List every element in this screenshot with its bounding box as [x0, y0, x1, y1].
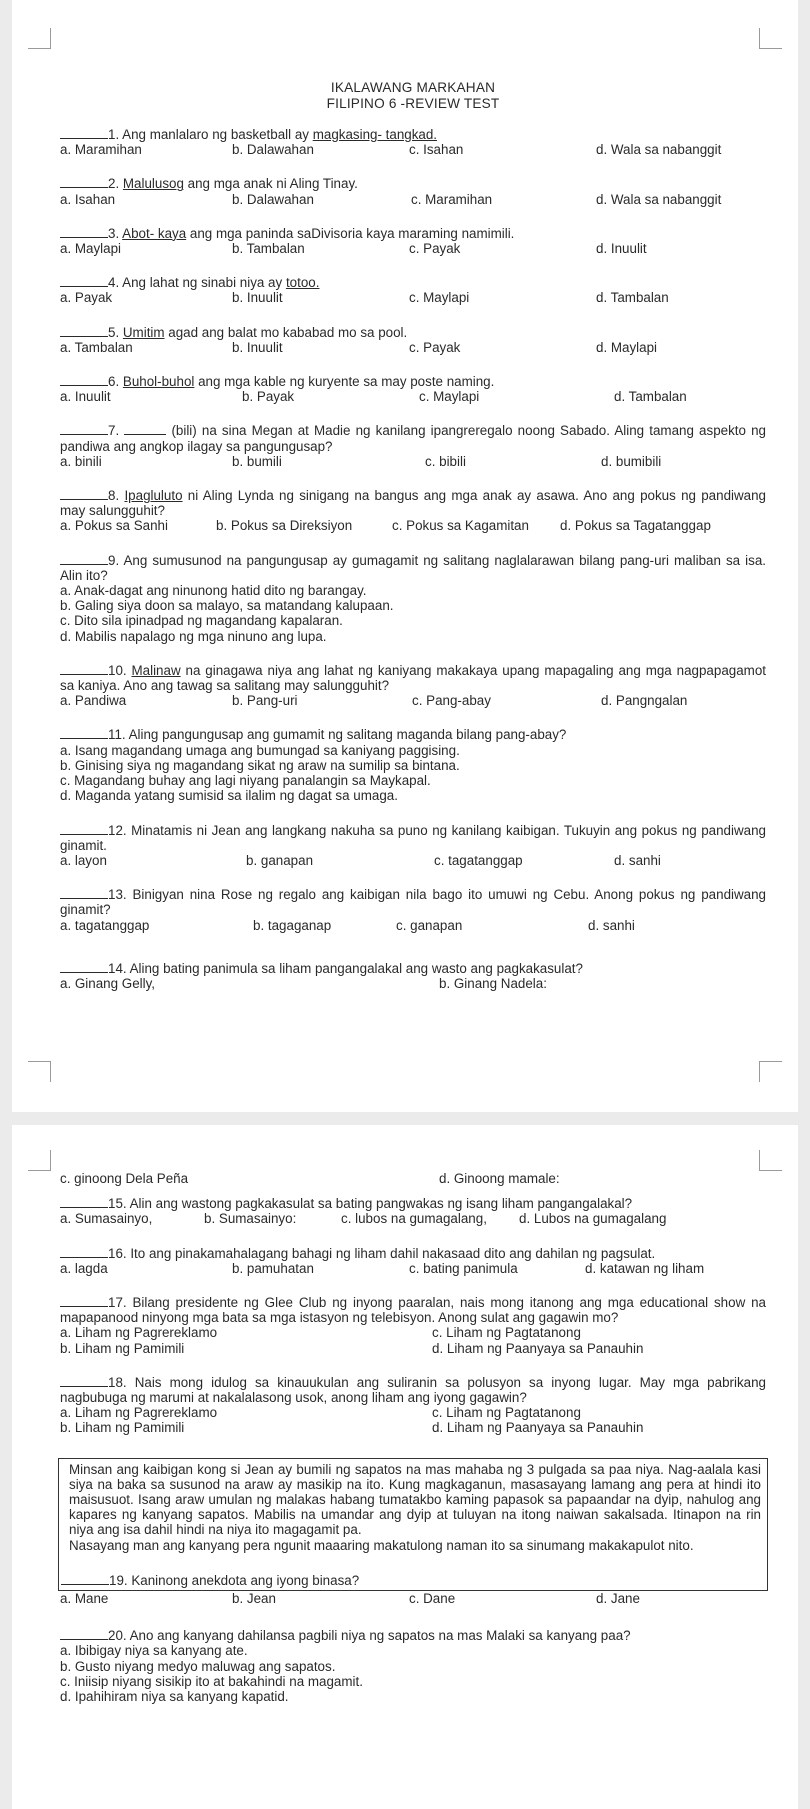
answer-blank[interactable]: [60, 226, 108, 238]
passage-paragraph: Minsan ang kaibigan kong si Jean ay bumili ng sapatos na mas mahaba ng 3 pulgada sa paa niya. Nag-aalala kasi siya na baka sa susunod na araw ay masikip na ito. Kung magkaganun, masasayang lamang ang pera at hindi ito maisusuot. Isang araw umulan ng malakas habang tumatakbo kaming papasok sa papaandar na dyip, nahulog ang kapares ng kanyang sapatos. Mabilis na umandar ang dyip at tuluyan na itong naiwan sakalsada. Itinapon na rin niya ang isa dahil hindi na niya ito magagamit pa.: [69, 1461, 761, 1538]
options: a. lagda b. pamuhatan c. bating panimula d. katawan ng liham: [60, 1260, 705, 1276]
answer-blank[interactable]: [60, 275, 108, 287]
question-12: 12. Minatamis ni Jean ang langkang nakuha sa puno ng kanilang kaibigan. Tukuyin ang pokus ng pandiwang ginamit. a. layon b. ganapan c. tagatanggap d. sanhi: [60, 822, 766, 868]
answer-blank[interactable]: [60, 823, 108, 835]
answer-blank[interactable]: [60, 374, 108, 386]
question-3: 3. Abot- kaya ang mga paninda saDivisoria kaya maraming namimili. a. Maylapi b. Tambalan c. Payak d. Inuulit: [60, 226, 766, 256]
answer-blank[interactable]: [60, 325, 108, 337]
options: a. layon b. ganapan c. tagatanggap d. sanhi: [60, 852, 661, 868]
question-16: 16. Ito ang pinakamahalagang bahagi ng liham dahil nakasaad dito ang dahilan ng pagsulat. a. lagda b. pamuhatan c. bating panimula d. katawan ng liham: [60, 1246, 766, 1276]
question-5: 5. Umitim agad ang balat mo kababad mo sa pool. a. Tambalan b. Inuulit c. Payak d. Maylapi: [60, 325, 766, 355]
option-c: c. Magandang buhay ang lagi niyang panalangin sa Maykapal.: [60, 773, 431, 789]
options: a. Pokus sa Sanhi b. Pokus sa Direksiyon c. Pokus sa Kagamitan d. Pokus sa Tagatanggap: [60, 518, 711, 534]
answer-blank[interactable]: [60, 961, 108, 973]
answer-blank[interactable]: [60, 663, 108, 675]
answer-blank[interactable]: [60, 553, 108, 565]
crop-mark: [759, 1061, 782, 1082]
crop-mark: [28, 1150, 51, 1171]
crop-mark: [28, 28, 51, 49]
answer-blank[interactable]: [60, 727, 108, 739]
options: a. Liham ng Pagrereklamo c. Liham ng Pagtatanong: [60, 1405, 581, 1421]
option-c: c. Iniisip niyang sisikip ito at bakahindi na magamit.: [60, 1673, 363, 1689]
option-c: c. Dito sila ipinadpad ng magandang kapalaran.: [60, 613, 343, 629]
option-a: a. Isang magandang umaga ang bumungad sa kaniyang paggising.: [60, 742, 460, 758]
answer-blank[interactable]: [60, 887, 108, 899]
options: a. binili b. bumili c. bibili d. bumibili: [60, 453, 662, 469]
answer-blank[interactable]: [60, 127, 108, 139]
question-19: 19. Kaninong anekdota ang iyong binasa?: [61, 1573, 761, 1588]
crop-mark: [759, 28, 782, 49]
option-a: a. Anak-dagat ang ninunong hatid dito ng barangay.: [60, 583, 367, 599]
answer-blank[interactable]: [61, 1573, 109, 1585]
option-b: b. Ginising siya ng magandang sikat ng araw na sumilip sa bintana.: [60, 757, 460, 773]
question-20: 20. Ano ang kanyang dahilansa pagbili niya ng sapatos na mas Malaki sa kanyang paa? a. Ibibigay niya sa kanyang ate. b. Gusto niyang medyo maluwag ang sapatos. c. Iniisip niyang sisikip ito at bakahindi na magamit. d. Ipahihiram niya sa kanyang kapatid.: [60, 1628, 766, 1704]
option-d: d. Ipahihiram niya sa kanyang kapatid.: [60, 1689, 289, 1705]
options: a. Sumasainyo, b. Sumasainyo: c. lubos na gumagalang, d. Lubos na gumagalang: [60, 1211, 667, 1227]
anecdote-passage-box: [58, 1458, 768, 1591]
question-14: 14. Aling bating panimula sa liham pangangalakal ang wasto ang pagkakasulat? a. Ginang Gelly, b. Ginang Nadela:: [60, 961, 766, 991]
question-17: 17. Bilang presidente ng Glee Club ng inyong paaralan, nais mong itanong ang mga educational show na mapapanood ninyong mga bata sa mga istasyon ng telebisyon. Anong sulat ang gagawin mo? a. Liham ng Pagrereklamo c. Liham ng Pagtatanong b. Liham ng Pamimili d. Liham ng Paanyaya sa Panauhin: [60, 1295, 766, 1356]
question-6: 6. Buhol-buhol ang mga kable ng kuryente sa may poste naming. a. Inuulit b. Payak c. Maylapi d. Tambalan: [60, 374, 766, 404]
answer-blank[interactable]: [60, 1375, 108, 1387]
page-2: [12, 1125, 798, 1809]
question-19-options: a. Mane b. Jean c. Dane d. Jane: [60, 1591, 640, 1607]
answer-blank[interactable]: [60, 176, 108, 188]
question-14-options-cont: c. ginoong Dela Peña d. Ginoong mamale:: [60, 1171, 560, 1186]
options: a. Maramihan b. Dalawahan c. Isahan d. Wala sa nabanggit: [60, 142, 722, 158]
question-2: 2. Malulusog ang mga anak ni Aling Tinay. a. Isahan b. Dalawahan c. Maramihan d. Wala sa nabanggit: [60, 176, 766, 206]
options: a. Payak b. Inuulit c. Maylapi d. Tambalan: [60, 290, 669, 306]
page-1-content: [60, 80, 766, 991]
options: a. Tambalan b. Inuulit c. Payak d. Maylapi: [60, 339, 658, 355]
page-2-content: [60, 1171, 766, 1704]
option-b: b. Galing siya doon sa malayo, sa matandang kalupaan.: [60, 598, 394, 614]
answer-blank[interactable]: [60, 1628, 108, 1640]
exam-header: [60, 80, 766, 111]
options: a. tagatanggap b. tagaganap c. ganapan d. sanhi: [60, 917, 635, 933]
options: a. Pandiwa b. Pang-uri c. Pang-abay d. Pangngalan: [60, 693, 688, 709]
question-7: 7. (bili) na sina Megan at Madie ng kanilang ipangreregalo noong Sabado. Aling tamang aspekto ng pandiwa ang angkop ilagay sa pangungusap? a. binili b. bumili c. bibili d. bumibili: [60, 423, 766, 469]
answer-blank[interactable]: [60, 1295, 108, 1307]
question-11: 11. Aling pangungusap ang gumamit ng salitang maganda bilang pang-abay? a. Isang magandang umaga ang bumungad sa kaniyang paggising. b. Ginising siya ng magandang sikat ng araw na sumilip sa bintana. c. Magandang buhay ang lagi niyang panalangin sa Maykapal. d. Maganda yatang sumisid sa ilalim ng dagat sa umaga.: [60, 727, 766, 803]
options: a. Ginang Gelly, b. Ginang Nadela:: [60, 975, 547, 991]
crop-mark: [759, 1150, 782, 1171]
exam-title: FILIPINO 6 -REVIEW TEST: [326, 95, 500, 111]
answer-blank[interactable]: [60, 1246, 108, 1258]
options: a. Inuulit b. Payak c. Maylapi d. Tambalan: [60, 389, 687, 405]
option-b: b. Gusto niyang medyo maluwag ang sapatos.: [60, 1658, 336, 1674]
option-d: d. Mabilis napalago ng mga ninuno ang lupa.: [60, 628, 327, 644]
question-15: 15. Alin ang wastong pagkakasulat sa bating pangwakas ng isang liham pangangalakal? a. Sumasainyo, b. Sumasainyo: c. lubos na gumagalang, d. Lubos na gumagalang: [60, 1196, 766, 1226]
question-13: 13. Binigyan nina Rose ng regalo ang kaibigan nila bago ito umuwi ng Cebu. Anong pokus ng pandiwang ginamit? a. tagatanggap b. tagaganap c. ganapan d. sanhi: [60, 887, 766, 933]
fill-in-blank[interactable]: [124, 423, 166, 435]
question-9: 9. Ang sumusunod na pangungusap ay gumagamit ng salitang naglalarawan bilang pang-uri maliban sa isa. Alin ito? a. Anak-dagat ang ninunong hatid dito ng barangay. b. Galing siya doon sa malayo, sa matandang kalupaan. c. Dito sila ipinadpad ng magandang kapalaran. d. Mabilis napalago ng mga ninuno ang lupa.: [60, 552, 766, 644]
answer-blank[interactable]: [60, 1196, 108, 1208]
option-d: d. Maganda yatang sumisid sa ilalim ng dagat sa umaga.: [60, 788, 398, 804]
question-10: 10. Malinaw na ginagawa niya ang lahat ng kaniyang makakaya upang mapagaling ang mga nagpapagamot sa kaniya. Ano ang tawag sa salitang may salungguhit? a. Pandiwa b. Pang-uri c. Pang-abay d. Pangngalan: [60, 662, 766, 709]
exam-quarter: IKALAWANG MARKAHAN: [330, 80, 496, 95]
question-8: 8. Ipagluluto ni Aling Lynda ng sinigang na bangus ang mga anak ay asawa. Ano ang pokus ng pandiwang may salungguhit? a. Pokus sa Sanhi b. Pokus sa Direksiyon c. Pokus sa Kagamitan d. Pokus sa Tagatanggap: [60, 488, 767, 534]
question-4: 4. Ang lahat ng sinabi niya ay totoo. a. Payak b. Inuulit c. Maylapi d. Tambalan: [60, 275, 766, 305]
question-1: 1. Ang manlalaro ng basketball ay magkasing- tangkad. a. Maramihan b. Dalawahan c. Isahan d. Wala sa nabanggit: [60, 127, 766, 157]
answer-blank[interactable]: [60, 488, 108, 500]
page-1: [12, 0, 798, 1112]
options: a. Isahan b. Dalawahan c. Maramihan d. Wala sa nabanggit: [60, 191, 722, 207]
passage-closing: Nasayang man ang kanyang pera ngunit maaaring makatulong naman ito sa sinumang makakapulot nito.: [69, 1537, 694, 1553]
options: a. Liham ng Pagrereklamo c. Liham ng Pagtatanong: [60, 1325, 581, 1341]
question-18: 18. Nais mong idulog sa kinauukulan ang suliranin sa polusyon sa inyong lugar. May mga pabrikang nagbubuga ng marumi at nakalalasong usok, anong liham ang iyong gagawin? a. Liham ng Pagrereklamo c. Liham ng Pagtatanong b. Liham ng Pamimili d. Liham ng Paanyaya sa Panauhin: [60, 1374, 766, 1436]
options: a. Maylapi b. Tambalan c. Payak d. Inuulit: [60, 241, 647, 257]
answer-blank[interactable]: [60, 423, 108, 435]
option-a: a. Ibibigay niya sa kanyang ate.: [60, 1643, 248, 1659]
crop-mark: [28, 1061, 51, 1082]
